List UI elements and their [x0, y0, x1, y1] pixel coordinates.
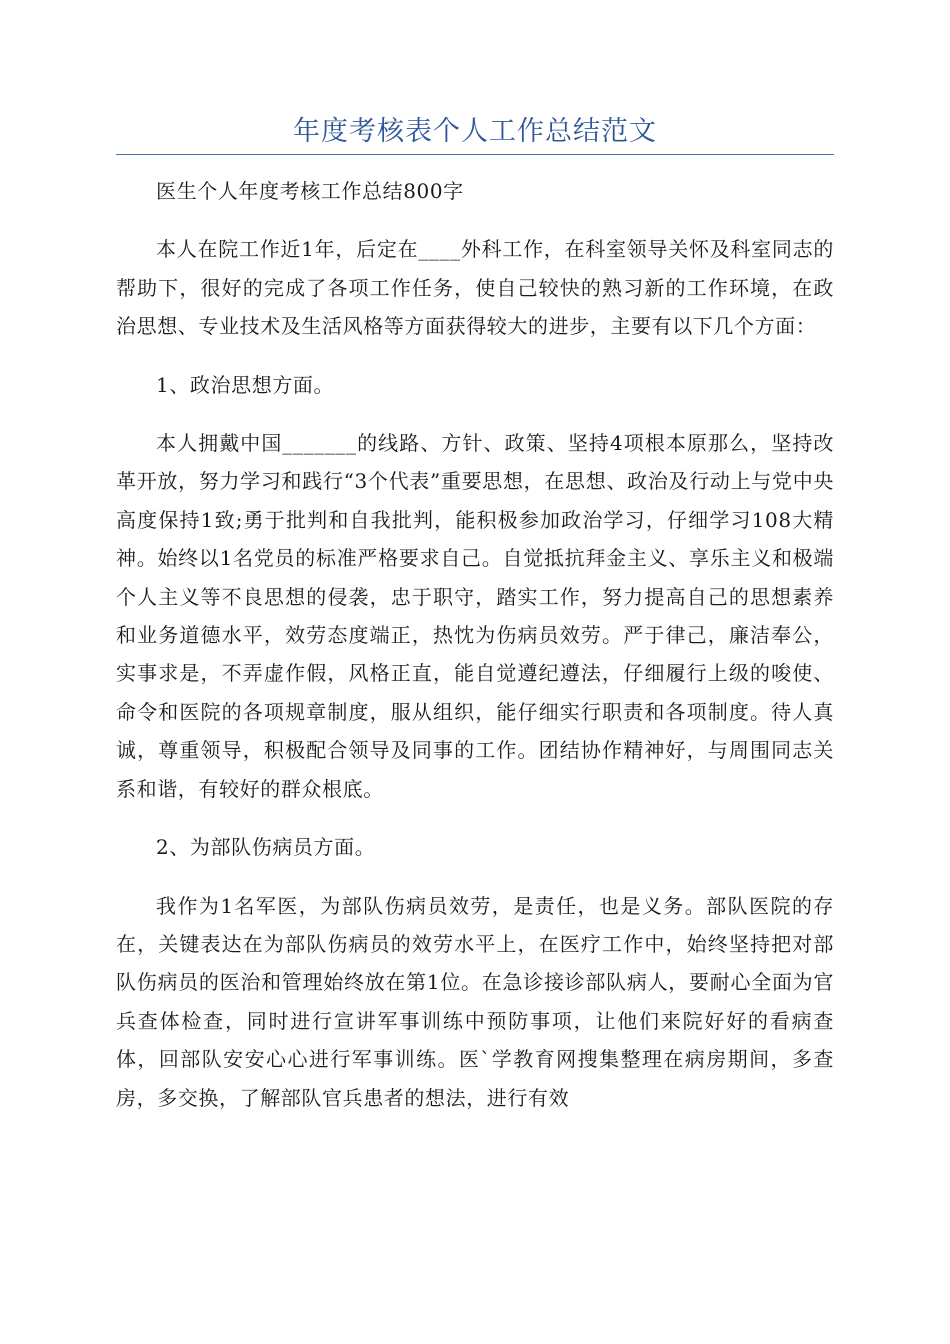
- subtitle-paragraph: 医生个人年度考核工作总结800字: [156, 179, 464, 203]
- politics-paragraph: 本人拥戴中国_______的线路、方针、政策、坚持4项根本原那么，坚持改革开放，努力学习和践行“3个代表”重要思想，在思想、政治及行动上与党中央高度保持1致;勇于批判和自我批判，能积极参加政治学习，仔细学习108大精神。始终以1名党员的标准严格要求自己。自觉抵抗拜金主义、享乐主义和极端个人主义等不良思想的侵袭，忠于职守，踏实工作，努力提高自己的思想素养和业务道德水平，效劳态度端正，热忱为伤病员效劳。严于律己，廉洁奉公，实事求是，不弄虚作假，风格正直，能自觉遵纪遵法，仔细履行上级的唆使、命令和医院的各项规章制度，服从组织，能仔细实行职责和各项制度。待人真诚，尊重领导，积极配合领导及同事的工作。团结协作精神好，与周围同志关系和谐，有较好的群众根底。: [116, 431, 834, 801]
- document-title: 年度考核表个人工作总结范文: [293, 116, 657, 147]
- title-underline: [116, 154, 834, 155]
- section-heading-politics: 1、政治思想方面。: [156, 372, 335, 397]
- intro-paragraph: 本人在院工作近1年，后定在____外科工作，在科室领导关怀及科室同志的帮助下，很好的完成了各项工作任务，使自己较快的熟习新的工作环境，在政治思想、专业技术及生活风格等方面获得较大的进步，主要有以下几个方面：: [116, 237, 834, 339]
- document-body: [116, 172, 834, 1137]
- section-heading-troops: 2、为部队伤病员方面。: [156, 835, 376, 860]
- troops-paragraph: 我作为1名军医，为部队伤病员效劳，是责任，也是义务。部队医院的存在，关键表达在为部队伤病员的效劳水平上，在医疗工作中，始终坚持把对部队伤病员的医治和管理始终放在第1位。在急诊接诊部队病人，要耐心全面为官兵查体检查，同时进行宣讲军事训练中预防事项，让他们来院好好的看病查体，回部队安安心心进行军事训练。医`学教育网搜集整理在病房期间，多查房，多交换，了解部队官兵患者的想法，进行有效: [116, 893, 834, 1110]
